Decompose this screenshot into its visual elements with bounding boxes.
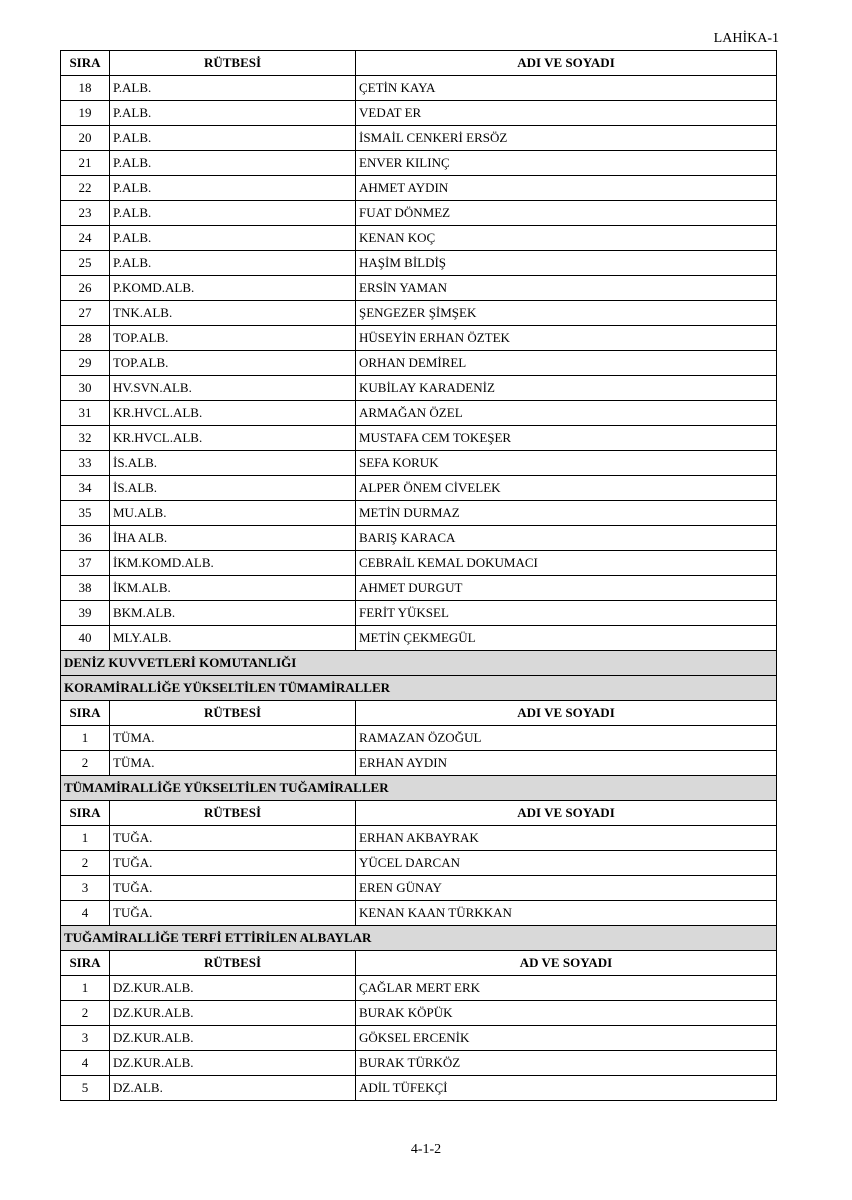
column-header-ad: ADI VE SOYADI	[356, 801, 777, 826]
table-row	[61, 326, 777, 351]
table-row	[61, 201, 777, 226]
name-cell: ADİL TÜFEKÇİ	[356, 1076, 777, 1101]
table-row	[61, 76, 777, 101]
section-title-row	[61, 926, 777, 951]
table-header-row	[61, 951, 777, 976]
rutbe-cell: KR.HVCL.ALB.	[110, 401, 356, 426]
table-row	[61, 301, 777, 326]
sira-cell: 1	[61, 826, 110, 851]
sira-cell: 4	[61, 901, 110, 926]
sira-cell: 22	[61, 176, 110, 201]
rutbe-cell: TÜMA.	[110, 751, 356, 776]
table-row	[61, 176, 777, 201]
column-header-rutbe: RÜTBESİ	[110, 801, 356, 826]
name-cell: CEBRAİL KEMAL DOKUMACI	[356, 551, 777, 576]
table-row	[61, 551, 777, 576]
table-row	[61, 151, 777, 176]
sira-cell: 5	[61, 1076, 110, 1101]
rutbe-cell: P.ALB.	[110, 226, 356, 251]
table-header-row	[61, 801, 777, 826]
rutbe-cell: TÜMA.	[110, 726, 356, 751]
sira-cell: 28	[61, 326, 110, 351]
name-cell: BARIŞ KARACA	[356, 526, 777, 551]
rutbe-cell: P.ALB.	[110, 126, 356, 151]
table-row	[61, 101, 777, 126]
name-cell: AHMET DURGUT	[356, 576, 777, 601]
section-title-tugamiral: TUĞAMİRALLİĞE TERFİ ETTİRİLEN ALBAYLAR	[61, 926, 777, 951]
sira-cell: 33	[61, 451, 110, 476]
sira-cell: 36	[61, 526, 110, 551]
table-row	[61, 351, 777, 376]
sira-cell: 37	[61, 551, 110, 576]
column-header-ad: ADI VE SOYADI	[356, 701, 777, 726]
name-cell: İSMAİL CENKERİ ERSÖZ	[356, 126, 777, 151]
name-cell: KENAN KOÇ	[356, 226, 777, 251]
sira-cell: 2	[61, 851, 110, 876]
sira-cell: 29	[61, 351, 110, 376]
sira-cell: 19	[61, 101, 110, 126]
column-header-ad: ADI VE SOYADI	[356, 51, 777, 76]
sira-cell: 38	[61, 576, 110, 601]
table-row	[61, 376, 777, 401]
name-cell: GÖKSEL ERCENİK	[356, 1026, 777, 1051]
rutbe-cell: İHA ALB.	[110, 526, 356, 551]
column-header-ad: AD VE SOYADI	[356, 951, 777, 976]
rutbe-cell: TNK.ALB.	[110, 301, 356, 326]
section-title-row	[61, 651, 777, 676]
table-row	[61, 426, 777, 451]
column-header-rutbe: RÜTBESİ	[110, 951, 356, 976]
personnel-table-body	[61, 51, 777, 1101]
sira-cell: 39	[61, 601, 110, 626]
sira-cell: 26	[61, 276, 110, 301]
rutbe-cell: TUĞA.	[110, 826, 356, 851]
table-row	[61, 501, 777, 526]
table-row	[61, 851, 777, 876]
name-cell: BURAK TÜRKÖZ	[356, 1051, 777, 1076]
name-cell: METİN DURMAZ	[356, 501, 777, 526]
table-row	[61, 276, 777, 301]
table-row	[61, 1026, 777, 1051]
sira-cell: 27	[61, 301, 110, 326]
rutbe-cell: BKM.ALB.	[110, 601, 356, 626]
sira-cell: 18	[61, 76, 110, 101]
rutbe-cell: İKM.KOMD.ALB.	[110, 551, 356, 576]
sira-cell: 3	[61, 1026, 110, 1051]
name-cell: ENVER KILINÇ	[356, 151, 777, 176]
table-row	[61, 751, 777, 776]
rutbe-cell: TOP.ALB.	[110, 351, 356, 376]
name-cell: HAŞİM BİLDİŞ	[356, 251, 777, 276]
page-number: 4-1-2	[410, 1142, 442, 1157]
name-cell: VEDAT ER	[356, 101, 777, 126]
sira-cell: 31	[61, 401, 110, 426]
rutbe-cell: KR.HVCL.ALB.	[110, 426, 356, 451]
table-row	[61, 976, 777, 1001]
sira-cell: 30	[61, 376, 110, 401]
column-header-sira: SIRA	[61, 51, 110, 76]
name-cell: HÜSEYİN ERHAN ÖZTEK	[356, 326, 777, 351]
column-header-sira: SIRA	[61, 701, 110, 726]
sira-cell: 3	[61, 876, 110, 901]
rutbe-cell: P.ALB.	[110, 176, 356, 201]
name-cell: EREN GÜNAY	[356, 876, 777, 901]
rutbe-cell: İKM.ALB.	[110, 576, 356, 601]
name-cell: SEFA KORUK	[356, 451, 777, 476]
table-row	[61, 626, 777, 651]
name-cell: RAMAZAN ÖZOĞUL	[356, 726, 777, 751]
sira-cell: 35	[61, 501, 110, 526]
table-row	[61, 226, 777, 251]
table-row	[61, 401, 777, 426]
table-row	[61, 601, 777, 626]
name-cell: AHMET AYDIN	[356, 176, 777, 201]
rutbe-cell: İS.ALB.	[110, 476, 356, 501]
name-cell: ÇETİN KAYA	[356, 76, 777, 101]
table-row	[61, 1051, 777, 1076]
table-row	[61, 451, 777, 476]
rutbe-cell: DZ.KUR.ALB.	[110, 1026, 356, 1051]
name-cell: METİN ÇEKMEGÜL	[356, 626, 777, 651]
table-header-row	[61, 701, 777, 726]
table-row	[61, 1076, 777, 1101]
name-cell: ERHAN AYDIN	[356, 751, 777, 776]
name-cell: ÇAĞLAR MERT ERK	[356, 976, 777, 1001]
rutbe-cell: P.ALB.	[110, 76, 356, 101]
sira-cell: 32	[61, 426, 110, 451]
name-cell: KUBİLAY KARADENİZ	[356, 376, 777, 401]
rutbe-cell: MLY.ALB.	[110, 626, 356, 651]
sira-cell: 40	[61, 626, 110, 651]
rutbe-cell: İS.ALB.	[110, 451, 356, 476]
rutbe-cell: P.ALB.	[110, 101, 356, 126]
table-row	[61, 901, 777, 926]
sira-cell: 4	[61, 1051, 110, 1076]
sira-cell: 25	[61, 251, 110, 276]
table-header-row	[61, 51, 777, 76]
section-title-row	[61, 676, 777, 701]
rutbe-cell: DZ.KUR.ALB.	[110, 1051, 356, 1076]
name-cell: KENAN KAAN TÜRKKAN	[356, 901, 777, 926]
name-cell: ORHAN DEMİREL	[356, 351, 777, 376]
table-row	[61, 726, 777, 751]
personnel-table	[60, 50, 777, 1101]
column-header-sira: SIRA	[61, 801, 110, 826]
sira-cell: 23	[61, 201, 110, 226]
table-row	[61, 1001, 777, 1026]
document-reference: LAHİKA-1	[713, 31, 779, 46]
rutbe-cell: TUĞA.	[110, 901, 356, 926]
section-title-deniz: DENİZ KUVVETLERİ KOMUTANLIĞI	[61, 651, 777, 676]
table-row	[61, 251, 777, 276]
rutbe-cell: TUĞA.	[110, 851, 356, 876]
name-cell: YÜCEL DARCAN	[356, 851, 777, 876]
table-row	[61, 876, 777, 901]
section-title-tumamiral: TÜMAMİRALLİĞE YÜKSELTİLEN TUĞAMİRALLER	[61, 776, 777, 801]
rutbe-cell: P.KOMD.ALB.	[110, 276, 356, 301]
rutbe-cell: P.ALB.	[110, 151, 356, 176]
sira-cell: 1	[61, 976, 110, 1001]
name-cell: BURAK KÖPÜK	[356, 1001, 777, 1026]
sira-cell: 21	[61, 151, 110, 176]
column-header-rutbe: RÜTBESİ	[110, 51, 356, 76]
sira-cell: 20	[61, 126, 110, 151]
name-cell: ERSİN YAMAN	[356, 276, 777, 301]
sira-cell: 1	[61, 726, 110, 751]
table-row	[61, 126, 777, 151]
name-cell: FUAT DÖNMEZ	[356, 201, 777, 226]
sira-cell: 2	[61, 751, 110, 776]
rutbe-cell: HV.SVN.ALB.	[110, 376, 356, 401]
name-cell: MUSTAFA CEM TOKEŞER	[356, 426, 777, 451]
rutbe-cell: MU.ALB.	[110, 501, 356, 526]
name-cell: ARMAĞAN ÖZEL	[356, 401, 777, 426]
rutbe-cell: TUĞA.	[110, 876, 356, 901]
rutbe-cell: DZ.KUR.ALB.	[110, 976, 356, 1001]
name-cell: ŞENGEZER ŞİMŞEK	[356, 301, 777, 326]
name-cell: ERHAN AKBAYRAK	[356, 826, 777, 851]
name-cell: ALPER ÖNEM CİVELEK	[356, 476, 777, 501]
table-row	[61, 476, 777, 501]
sira-cell: 24	[61, 226, 110, 251]
rutbe-cell: TOP.ALB.	[110, 326, 356, 351]
rutbe-cell: DZ.ALB.	[110, 1076, 356, 1101]
name-cell: FERİT YÜKSEL	[356, 601, 777, 626]
rutbe-cell: P.ALB.	[110, 201, 356, 226]
table-row	[61, 576, 777, 601]
sira-cell: 34	[61, 476, 110, 501]
column-header-sira: SIRA	[61, 951, 110, 976]
table-row	[61, 526, 777, 551]
rutbe-cell: P.ALB.	[110, 251, 356, 276]
sira-cell: 2	[61, 1001, 110, 1026]
column-header-rutbe: RÜTBESİ	[110, 701, 356, 726]
section-title-row	[61, 776, 777, 801]
section-title-koramiral: KORAMİRALLİĞE YÜKSELTİLEN TÜMAMİRALLER	[61, 676, 777, 701]
rutbe-cell: DZ.KUR.ALB.	[110, 1001, 356, 1026]
table-row	[61, 826, 777, 851]
